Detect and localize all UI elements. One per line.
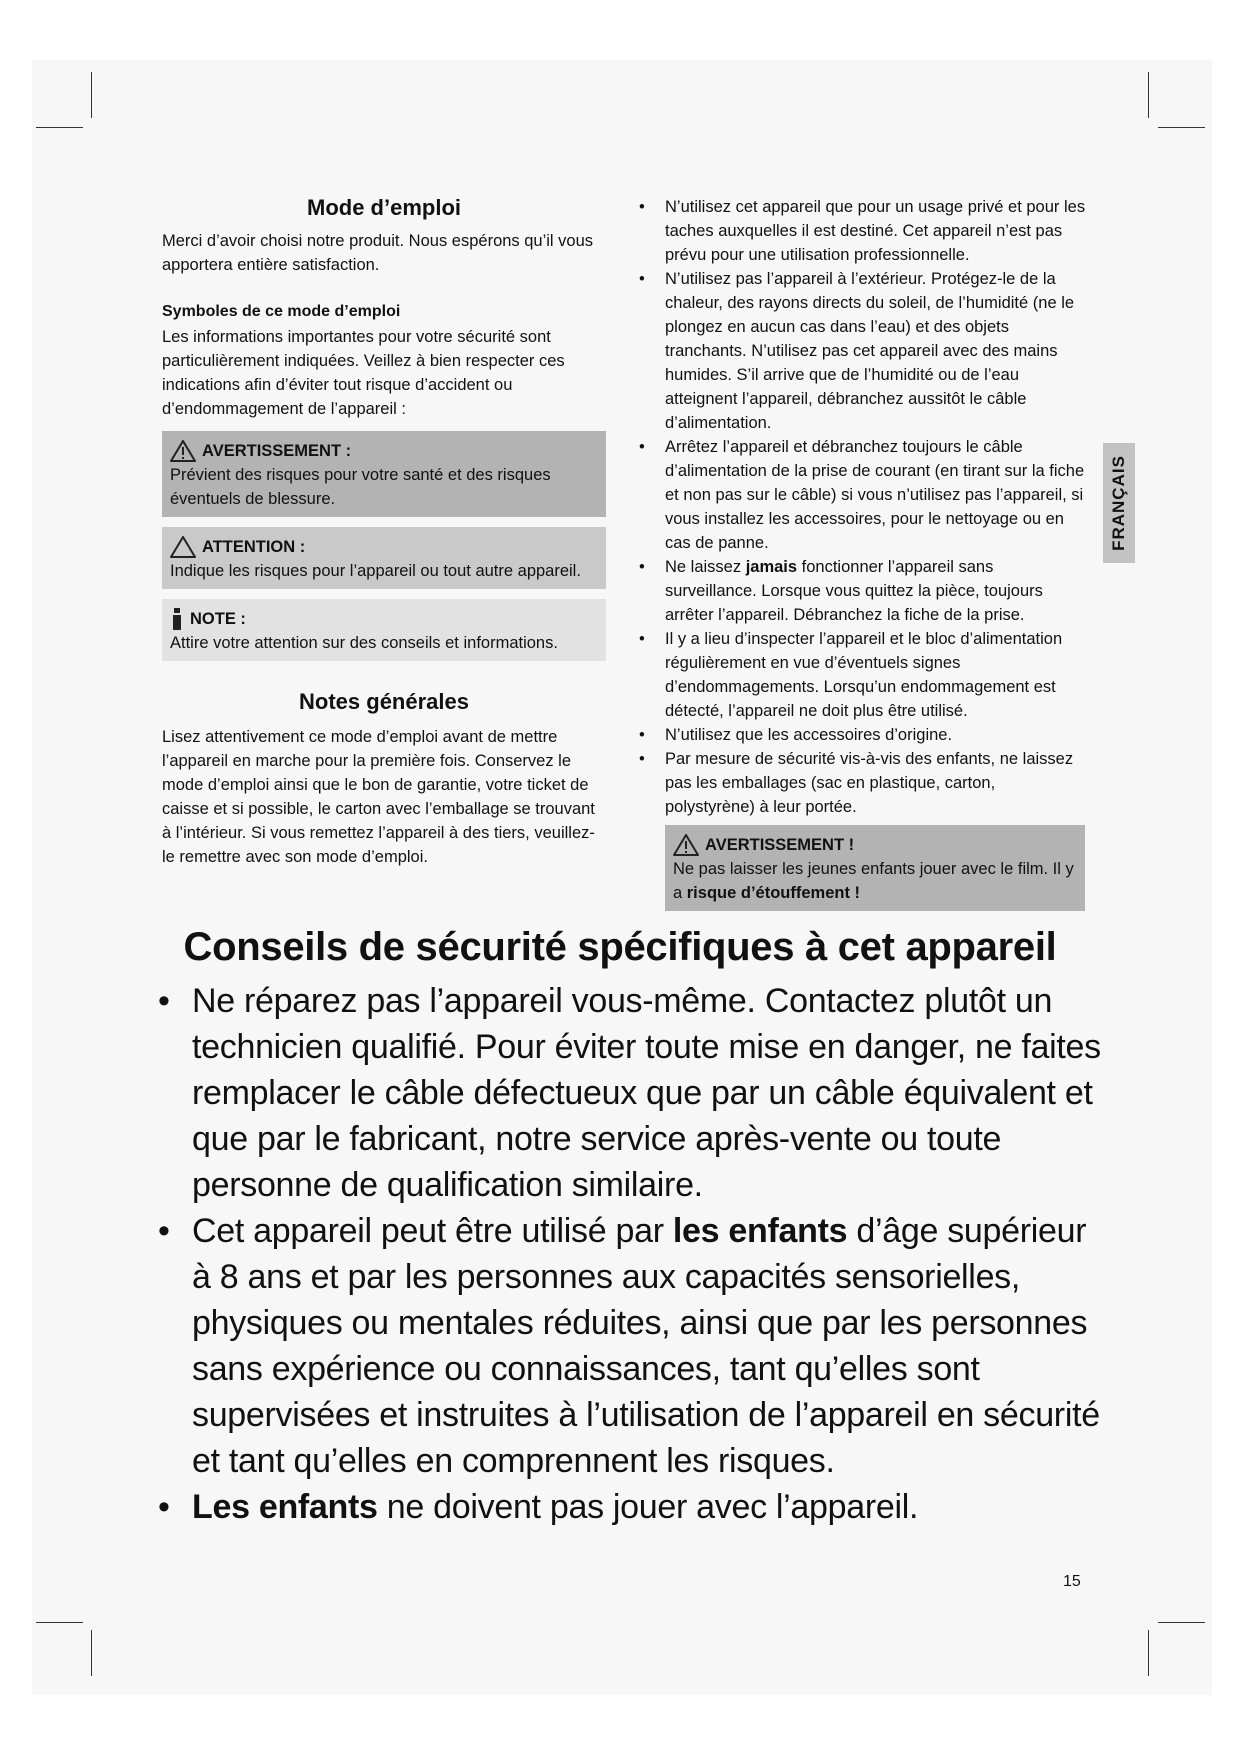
warning-title: AVERTISSEMENT !: [705, 836, 855, 854]
page-number: 15: [1063, 1573, 1081, 1590]
warning-title: AVERTISSEMENT :: [202, 442, 352, 460]
notes-generales-heading: Notes générales: [299, 689, 469, 714]
list-item: • N’utilisez cet appareil que pour un usage privé et pour les taches auxquelles il est destiné. Cet appareil n’est pas prévu pour une utilisation professionnelle.: [637, 195, 1087, 267]
list-item: • Par mesure de sécurité vis-à-vis des enfants, ne laissez pas les emballages (sac en plastique, carton, polystyrène) à leur portée.: [637, 747, 1087, 819]
list-item: • Ne laissez jamais fonctionner l’appareil sans surveillance. Lorsque vous quittez la pièce, toujours arrêter l’appareil. Débranchez la fiche de la prise.: [637, 555, 1087, 627]
specific-safety-list: [158, 978, 1108, 1530]
note-text: Attire votre attention sur des conseils et informations.: [170, 634, 558, 652]
note-title: NOTE :: [190, 610, 246, 628]
attention-title: ATTENTION :: [202, 538, 306, 556]
intro-text: Merci d’avoir choisi notre produit. Nous espérons qu’il vous apportera entière satisfaction.: [162, 232, 594, 274]
list-item: • Arrêtez l’appareil et débranchez toujours le câble d’alimentation de la prise de courant (en tirant sur la fiche et non pas sur le câble) si vous n’utilisez pas l’appareil, si vous installez les accessoires, pour le nettoyage ou en cas de panne.: [637, 435, 1087, 555]
list-item: • Les enfants ne doivent pas jouer avec l’appareil.: [158, 1484, 1108, 1530]
attention-box: [162, 527, 606, 589]
crop-mark: [91, 1630, 92, 1676]
list-item: • Ne réparez pas l’appareil vous-même. Contactez plutôt un technicien qualifié. Pour éviter toute mise en danger, ne faites remplacer le câble défectueux que par un câble équivalent et que par le fabricant, notre service après-vente ou toute personne de qualification similaire.: [158, 978, 1108, 1208]
mode-emploi-heading: Mode d’emploi: [307, 195, 461, 220]
general-notes-text: Lisez attentivement ce mode d’emploi avant de mettre l’appareil en marche pour la première fois. Conservez le mode d’emploi ainsi que le bon de garantie, votre ticket de caisse et si possible, le carton avec l’emballage se trouvant à l’intérieur. Si vous remettez l’appareil à des tiers, veuillez-le remettre avec son mode d’emploi.: [162, 728, 595, 866]
list-item: • N’utilisez que les accessoires d’origine.: [637, 723, 1087, 747]
crop-mark: [1158, 127, 1205, 128]
warning-text: Ne pas laisser les jeunes enfants jouer avec le film. Il y a risque d’étouffement !: [673, 860, 1074, 902]
right-column: [637, 195, 1087, 911]
safety-bullet-list: [637, 195, 1087, 819]
list-item: • N’utilisez pas l’appareil à l’extérieur. Protégez-le de la chaleur, des rayons directs du soleil, de l’humidité (ne le plongez en aucun cas dans l’eau) et des objets tranchants. N’utilisez pas cet appareil avec des mains humides. S’il arrive que de l’humidité ou de l’eau atteignent l’appareil, débranchez aussitôt le câble d’alimentation.: [637, 267, 1087, 435]
crop-mark: [36, 1622, 83, 1623]
crop-mark: [1148, 72, 1149, 118]
language-label: FRANÇAIS: [1109, 455, 1128, 551]
language-tab: [1103, 443, 1135, 563]
safety-heading: Conseils de sécurité spécifiques à cet appareil: [183, 925, 1057, 969]
suffocation-warning-box: [665, 825, 1085, 911]
symbols-heading: Symboles de ce mode d’emploi: [162, 303, 401, 320]
warning-box: [162, 431, 606, 517]
crop-mark: [1158, 1622, 1205, 1623]
list-item: • Cet appareil peut être utilisé par les enfants d’âge supérieur à 8 ans et par les personnes aux capacités sensorielles, physiques ou mentales réduites, ainsi que par les personnes sans expérience ou connaissances, tant qu’elles sont supervisées et instruites à l’utilisation de l’appareil en sécurité et tant qu’elles en comprennent les risques.: [158, 1208, 1108, 1484]
crop-mark: [91, 72, 92, 118]
crop-mark: [1148, 1630, 1149, 1676]
left-column: [162, 195, 606, 869]
symbols-text: Les informations importantes pour votre sécurité sont particulièrement indiquées. Veillez à bien respecter ces indications afin d’éviter tout risque d’accident ou d’endommagement de l’appareil :: [162, 328, 565, 418]
caution-triangle-icon: [170, 536, 196, 558]
list-item: • Il y a lieu d’inspecter l’appareil et le bloc d’alimentation régulièrement en vue d’éventuels signes d’endommagements. Lorsqu’un endommagement est détecté, l’appareil ne doit plus être utilisé.: [637, 627, 1087, 723]
warning-text: Prévient des risques pour votre santé et des risques éventuels de blessure.: [170, 466, 551, 508]
warning-triangle-icon: [673, 834, 699, 856]
attention-text: Indique les risques pour l’appareil ou tout autre appareil.: [170, 562, 581, 580]
info-icon: [170, 607, 184, 631]
note-box: [162, 599, 606, 661]
warning-triangle-icon: [170, 440, 196, 462]
crop-mark: [36, 127, 83, 128]
